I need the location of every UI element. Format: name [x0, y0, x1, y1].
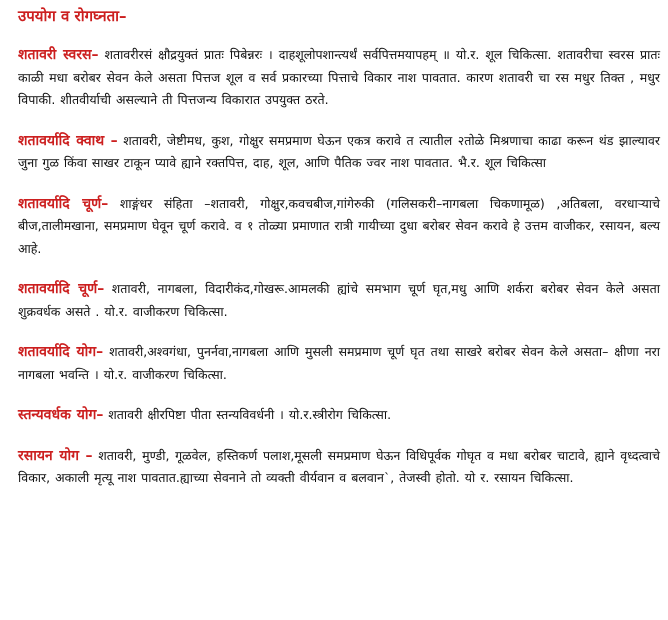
term-label: शतावर्यादि चूर्ण– — [18, 195, 109, 212]
term-label: शतावर्यादि चूर्ण– — [18, 281, 105, 297]
paragraph-text: शतावरी क्षीरपिष्टा पीता स्तन्यविवर्धनी । यो.र.स्त्रीरोग चिकित्सा. — [103, 407, 392, 422]
paragraph-text: शाङ्गंधर संहिता –शतावरी, गोक्षुर,कवचबीज,गांगेरुकी (गलिसकरी–नागबला चिकणामूळ) ,अतिबला, वरधाऱ्याचे बीज,तालीमखाना, समप्रमाण घेवून चूर्ण करावे. व १ तोळ्या प्रमाणात रात्री गायीच्या दुधा बरोबर सेवन करावे हे उत्तम वाजीकर, रसायन, बल्य आहे. — [18, 195, 660, 256]
paragraph-text: शतावरी, मुण्डी, गूळवेल, हस्तिकर्ण पलाश,मूसली समप्रमाण घेऊन विधिपूर्वक गोघृत व मधा बरोबर चाटावे, ह्याने वृध्दत्वाचे विकार, अकाली मृत्यू नाश पावतात.ह्याच्या सेवनाने तो व्यक्ती वीर्यवान व बलवान`, तेजस्वी होतो. यो र. रसायन चिकित्सा. — [18, 447, 660, 485]
paragraph-text: शतावरी, जेष्टीमध, कुश, गोक्षुर समप्रमाण घेऊन एकत्र करावे त त्यातील २तोळे मिश्रणाचा काढा करून थंड झाल्यावर जुना गुळ किंवा साखर टाकून प्यावे ह्याने रक्तपित्त, दाह, शूल, आणि पैतिक ज्वर नाश पावतात. भै.र. शूल चिकित्सा — [18, 132, 660, 170]
paragraph-shatavaryadi-churna-2 — [18, 278, 660, 323]
paragraph-shatavaryadi-kwath — [18, 130, 660, 175]
paragraph-rasayan-yog — [18, 445, 660, 490]
term-label: शतावरी स्वरस– — [18, 47, 99, 63]
paragraph-shatavaryadi-yog — [18, 341, 660, 386]
paragraph-shatavari-swaras — [18, 44, 660, 112]
paragraph-text: शतावरीरसं क्षौद्रयुक्तं प्रातः पिबेन्नरः । दाहशूलोपशान्त्यर्थं सर्वपित्तमयापहम् ॥ यो.र. शूल चिकित्सा. शतावरीचा स्वरस प्रातः काळी मधा बरोबर सेवन केले असता पित्तज शूल व सर्व प्रकारच्या पित्ताचे विकार नाश पावतात. कारण शतावरी चा रस मधुर तिक्त , मधुर विपाकी. शीतवीर्याची असल्याने ती पित्तजन्य विकारात उपयुक्त ठरते. — [18, 47, 660, 107]
term-label: शतावर्यादि क्वाथ – — [18, 132, 118, 149]
paragraph-text: शतावरी,अश्वगंधा, पुनर्नवा,नागबला आणि मुसली समप्रमाण चूर्ण घृत तथा साखरे बरोबर सेवन केले असता– क्षीणा नरा नागबला भवन्ति । यो.र. वाजीकरण चिकित्सा. — [18, 344, 660, 382]
term-label: शतावर्यादि योग– — [18, 344, 104, 360]
paragraph-text: शतावरी, नागबला, विदारीकंद,गोखरू.आमलकी ह्यांचे समभाग चूर्ण घृत,मधु आणि शर्करा बरोबर सेवन केले असता शुक्रवर्धक असते . यो.र. वाजीकरण चिकित्सा. — [18, 281, 660, 319]
term-label: स्तन्यवर्धक योग– — [18, 407, 104, 423]
paragraph-stanyavardhak-yog — [18, 404, 660, 427]
section-heading: उपयोग व रोगघ्नता– — [18, 7, 127, 25]
term-label: रसायन योग – — [18, 447, 93, 464]
paragraph-shatavaryadi-churna-1 — [18, 193, 660, 261]
